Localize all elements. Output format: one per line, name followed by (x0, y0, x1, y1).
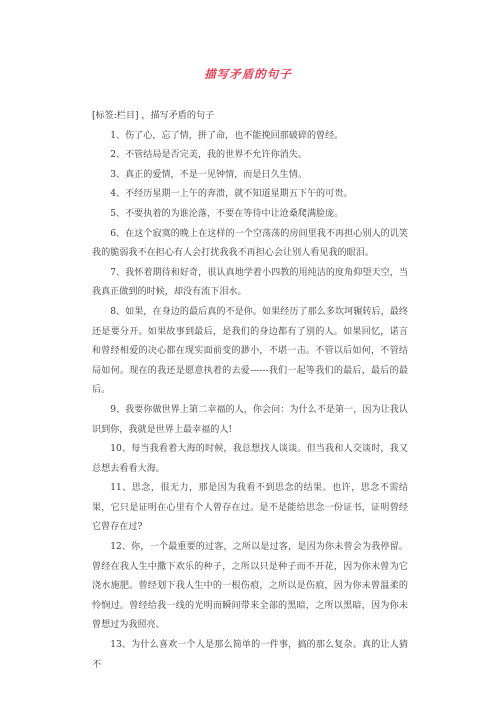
paragraph: 13、为什么喜欢一个人是那么简单的一件事，搞的那么复杂。真的让人猜不 (92, 640, 408, 670)
paragraph: 2、不管结局是否完美，我的世界不允许你消失。 (110, 150, 307, 161)
paragraph: 10、每当我看着大海的时候，我总想找人谈谈。但当我和人交谈时，我又总想去看看大海。 (92, 444, 408, 474)
paragraph: 6、在这个寂寞的晚上在这样的一个空荡荡的房间里我不再担心别人的讥笑我的脆弱我不在担心有人会打扰我我不再担心会让别人看见我的眼泪。 (92, 228, 408, 259)
paragraph: 7、我怀着期待和好奇，很认真地学着小四教的用纯洁的度角仰望天空，当我真正做到的时候，却没有流下泪水。 (92, 267, 408, 298)
paragraph: 11、思念，很无力，那是因为我看不到思念的结果。也许，思念不需结果，它只是证明在心里有个人曾存在过。是不是能给思念一份证书，证明曾经它曾存在过? (92, 483, 408, 533)
paragraph: 12、你，一个最重要的过客，之所以是过客，是因为你未曾会为我停留。曾经在我人生中撒下欢乐的种子，之所以只是种子而不开花，因为你未曾为它浇水施肥。曾经划下我人生中的一根伤痕，之所以是伤痕，因为你未曾温柔的怜悯过。曾经给我一线的光明而瞬间带来全部的黑暗，之所以黑暗，因为你未曾想过为我照亮。 (92, 542, 408, 631)
paragraph: 4、不经历星期一上午的奔溃，就不知道星期五下午的可贵。 (110, 189, 353, 200)
paragraph: 9、我要你做世界上第二幸福的人，你会问：为什么不是第一，因为让我认识到你，我就是世界上最幸福的人! (92, 404, 408, 435)
paragraph: 5、不要执着的为谁沦落，不要在等待中让沧桑爬满脸庞。 (110, 208, 344, 219)
paragraph: 3、真正的爱情，不是一见钟情，而是日久生情。 (110, 169, 307, 180)
document-title: 描写矛盾的句子 (204, 67, 292, 81)
document-body (92, 107, 408, 675)
paragraph: 8、如果，在身边的最后真的不是你。如果经历了那么多坎坷辗转后，最终还是要分开。如果故事到最后，是我们的身边都有了别的人。如果回忆，诺言和曾经相爱的决心都在现实面前变的渺小，不堪一击。不管以后如何，不管结局如何。现在的我还是愿意执着的去爱------我们一起等我们的最后，最后的最后。 (92, 306, 408, 396)
paragraph: 1、伤了心，忘了情，拼了命，也不能挽回那破碎的曾经。 (110, 130, 344, 141)
paragraph-tags: [标签:栏目] ，描写矛盾的句子 (92, 111, 215, 121)
